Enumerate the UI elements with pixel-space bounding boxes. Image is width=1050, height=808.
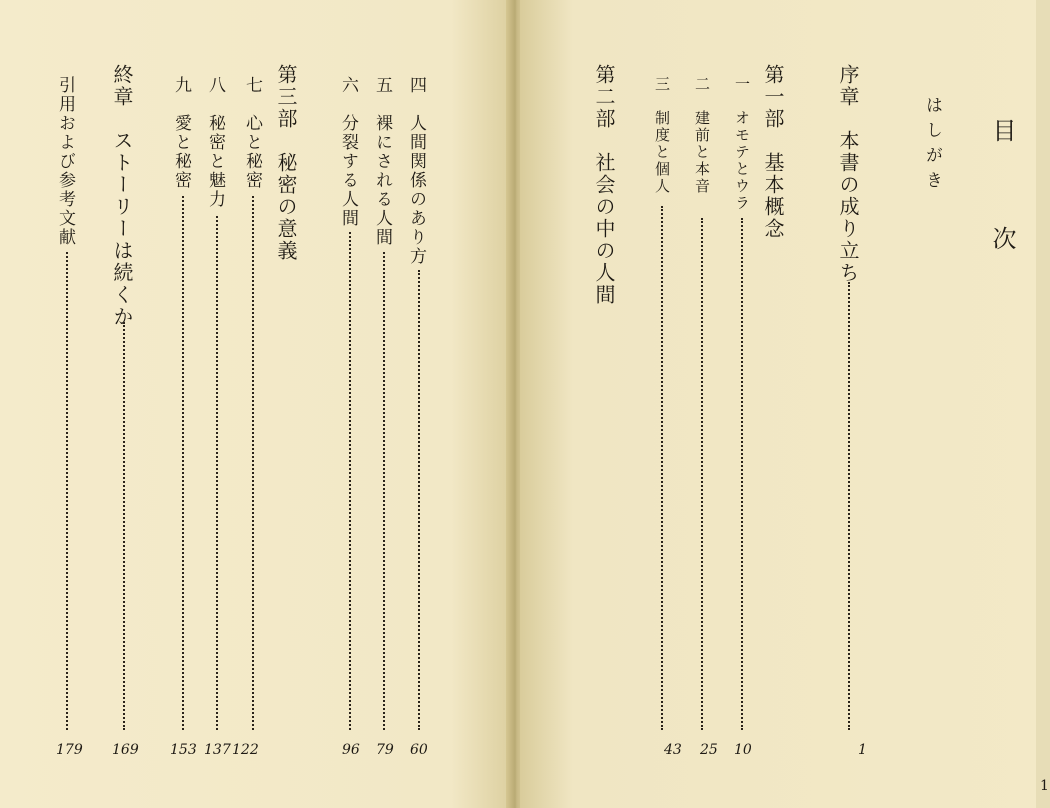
toc-entry-ch8: 八 秘密と魅力 — [205, 76, 225, 209]
toc-entry-ch2: 二 建前と本音 — [693, 76, 711, 195]
page-number: 60 — [410, 742, 428, 758]
next-page-edge — [1036, 0, 1050, 808]
page-number: 25 — [700, 742, 718, 758]
page-number: 10 — [734, 742, 752, 758]
toc-part-3: 第三部 秘密の意義 — [274, 64, 298, 262]
leader-dots — [383, 252, 385, 730]
toc-part-2: 第二部 社会の中の人間 — [592, 64, 616, 306]
toc-entry-ch5: 五 裸にされる人間 — [372, 76, 392, 247]
leader-dots — [741, 218, 743, 730]
toc-entry-ch9: 九 愛と秘密 — [171, 76, 191, 190]
edge-page-number: 1 — [1040, 778, 1049, 794]
page-number: 153 — [170, 742, 197, 758]
page-number: 137 — [204, 742, 231, 758]
page-number: 1 — [858, 742, 867, 758]
leader-dots — [848, 282, 850, 730]
page-number: 179 — [56, 742, 83, 758]
leader-dots — [661, 206, 663, 730]
page-number: 79 — [376, 742, 394, 758]
leader-dots — [66, 252, 68, 730]
toc-entry-final: 終章 ストーリーは続くか — [110, 64, 134, 328]
toc-entry-ch7: 七 心と秘密 — [242, 76, 262, 190]
leader-dots — [216, 216, 218, 730]
toc-title: 目 次 — [988, 118, 1016, 280]
page-number: 96 — [342, 742, 360, 758]
toc-entry-ch1: 一 オモテとウラ — [733, 76, 751, 212]
toc-entry-intro: 序章 本書の成り立ち — [836, 64, 860, 284]
toc-part-1: 第一部 基本概念 — [761, 64, 785, 240]
leader-dots — [701, 218, 703, 730]
toc-entry-references: 引用および参考文献 — [55, 76, 75, 247]
toc-entry-ch6: 六 分裂する人間 — [338, 76, 358, 228]
leader-dots — [418, 270, 420, 730]
leader-dots — [123, 322, 125, 730]
page-number: 169 — [112, 742, 139, 758]
preface-entry: はしがき — [922, 96, 942, 196]
toc-entry-ch4: 四 人間関係のあり方 — [406, 76, 426, 266]
leader-dots — [252, 196, 254, 730]
leader-dots — [349, 232, 351, 730]
leader-dots — [182, 196, 184, 730]
page-number: 43 — [664, 742, 682, 758]
page-number: 122 — [232, 742, 259, 758]
toc-entry-ch3: 三 制度と個人 — [653, 76, 671, 195]
